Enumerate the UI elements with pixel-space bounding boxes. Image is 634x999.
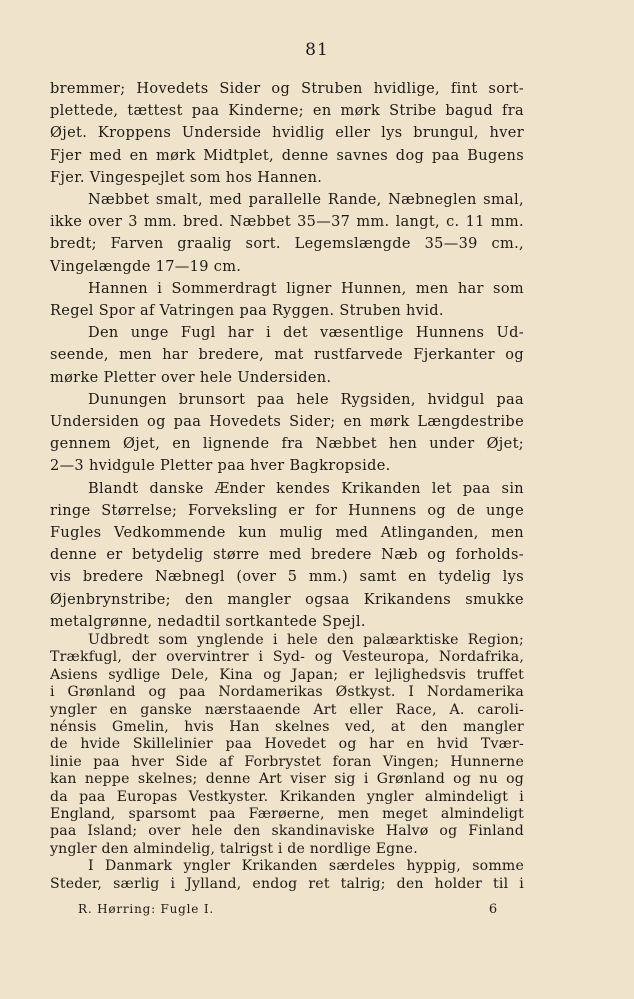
text-line: Fjer. Vingespejlet som hos Hannen. <box>50 169 323 186</box>
footer-signature: R. Hørring: Fugle I. <box>78 902 214 916</box>
text-line: Dunungen brunsort paa hele Rygsiden, hvidgul paa <box>88 391 524 408</box>
text-line: Asiens sydlige Dele, Kina og Japan; er lejlighedsvis truffet <box>50 666 524 683</box>
paragraph-identification <box>50 478 524 633</box>
text-line: Den unge Fugl har i det væsentlige Hunnens Ud- <box>88 325 524 342</box>
text-line: Fjer med en mørk Midtplet, denne savnes dog paa Bugens <box>50 147 524 164</box>
paragraph-male-summer <box>50 278 524 322</box>
text-line: vis bredere Næbnegl (over 5 mm.) samt en tydelig lys <box>50 569 524 586</box>
text-line: i Grønland og paa Nordamerikas Østkyst. I Nordamerika <box>50 684 524 701</box>
text-line: metalgrønne, nedadtil sortkantede Spejl. <box>50 613 366 630</box>
text-line: Næbbet smalt, med parallelle Rande, Næbneglen smal, <box>88 192 524 209</box>
text-line: Steder, særlig i Jylland, endog ret talrig; den holder til i <box>50 875 524 892</box>
small-print-text <box>50 632 524 893</box>
text-line: bremmer; Hovedets Sider og Struben hvidlige, fint sort- <box>50 81 524 97</box>
text-line: Trækfugl, der overvintrer i Syd- og Vesteuropa, Nordafrika, <box>50 649 524 666</box>
text-line: Vingelængde 17—19 cm. <box>50 258 242 275</box>
paragraph-plumage-female <box>50 78 524 189</box>
text-line: gennem Øjet, en lignende fra Næbbet hen under Øjet; <box>50 436 524 453</box>
body-text <box>50 78 524 633</box>
footer-sheet-number: 6 <box>488 902 498 917</box>
text-line: England, sparsomt paa Færøerne, men meget almindeligt <box>50 806 524 823</box>
paragraph-downy-chick <box>50 389 524 478</box>
text-line: Undersiden og paa Hovedets Sider; en mørk Længdestribe <box>50 414 524 431</box>
text-line: 2—3 hvidgule Pletter paa hver Bagkropside. <box>50 458 391 475</box>
text-line: nénsis Gmelin, hvis Han skelnes ved, at den mangler <box>50 719 524 736</box>
text-line: plettede, tættest paa Kinderne; en mørk Stribe bagud fra <box>50 103 524 120</box>
text-line: Øjenbrynstribe; den mangler ogsaa Krikandens smukke <box>50 591 524 608</box>
text-line: ikke over 3 mm. bred. Næbbet 35—37 mm. langt, c. 11 mm. <box>50 214 524 231</box>
text-line: bredt; Farven graalig sort. Legemslængde 35—39 cm., <box>50 236 524 253</box>
text-line: yngler en ganske nærstaaende Art eller Race, A. caroli- <box>50 701 524 718</box>
text-line: Fugles Vedkommende kun mulig med Atlinganden, men <box>50 525 524 542</box>
text-line: Øjet. Kroppens Underside hvidlig eller lys brungul, hver <box>50 125 524 142</box>
text-line: I Danmark yngler Krikanden særdeles hyppig, somme <box>88 858 524 875</box>
text-line: Hannen i Sommerdragt ligner Hunnen, men har som <box>88 280 524 297</box>
text-line: de hvide Skillelinier paa Hovedet og har en hvid Tvær- <box>50 736 524 753</box>
text-line: denne er betydelig større med bredere Næb og forholds- <box>50 547 524 564</box>
paragraph-denmark <box>50 858 524 893</box>
text-line: paa Island; over hele den skandinaviske Halvø og Finland <box>50 823 524 840</box>
paragraph-young-bird <box>50 322 524 389</box>
text-line: yngler den almindelig, talrigst i de nordlige Egne. <box>50 840 418 857</box>
text-line: Blandt danske Ænder kendes Krikanden let paa sin <box>88 480 524 497</box>
text-line: kan neppe skelnes; denne Art viser sig i Grønland og nu og <box>50 771 524 788</box>
text-line: Udbredt som ynglende i hele den palæarktiske Region; <box>88 632 524 648</box>
text-line: ringe Størrelse; Forveksling er for Hunnens og de unge <box>50 502 524 519</box>
paragraph-distribution <box>50 632 524 858</box>
text-line: seende, men har bredere, mat rustfarvede Fjerkanter og <box>50 347 524 364</box>
paragraph-beak-measurements <box>50 189 524 278</box>
text-line: linie paa hver Side af Forbrystet foran Vingen; Hunnerne <box>50 753 524 770</box>
page-number: 81 <box>305 40 329 60</box>
text-line: da paa Europas Vestkyster. Krikanden yngler almindeligt i <box>50 788 524 805</box>
text-line: mørke Pletter over hele Undersiden. <box>50 369 332 386</box>
text-line: Regel Spor af Vatringen paa Ryggen. Struben hvid. <box>50 303 444 320</box>
